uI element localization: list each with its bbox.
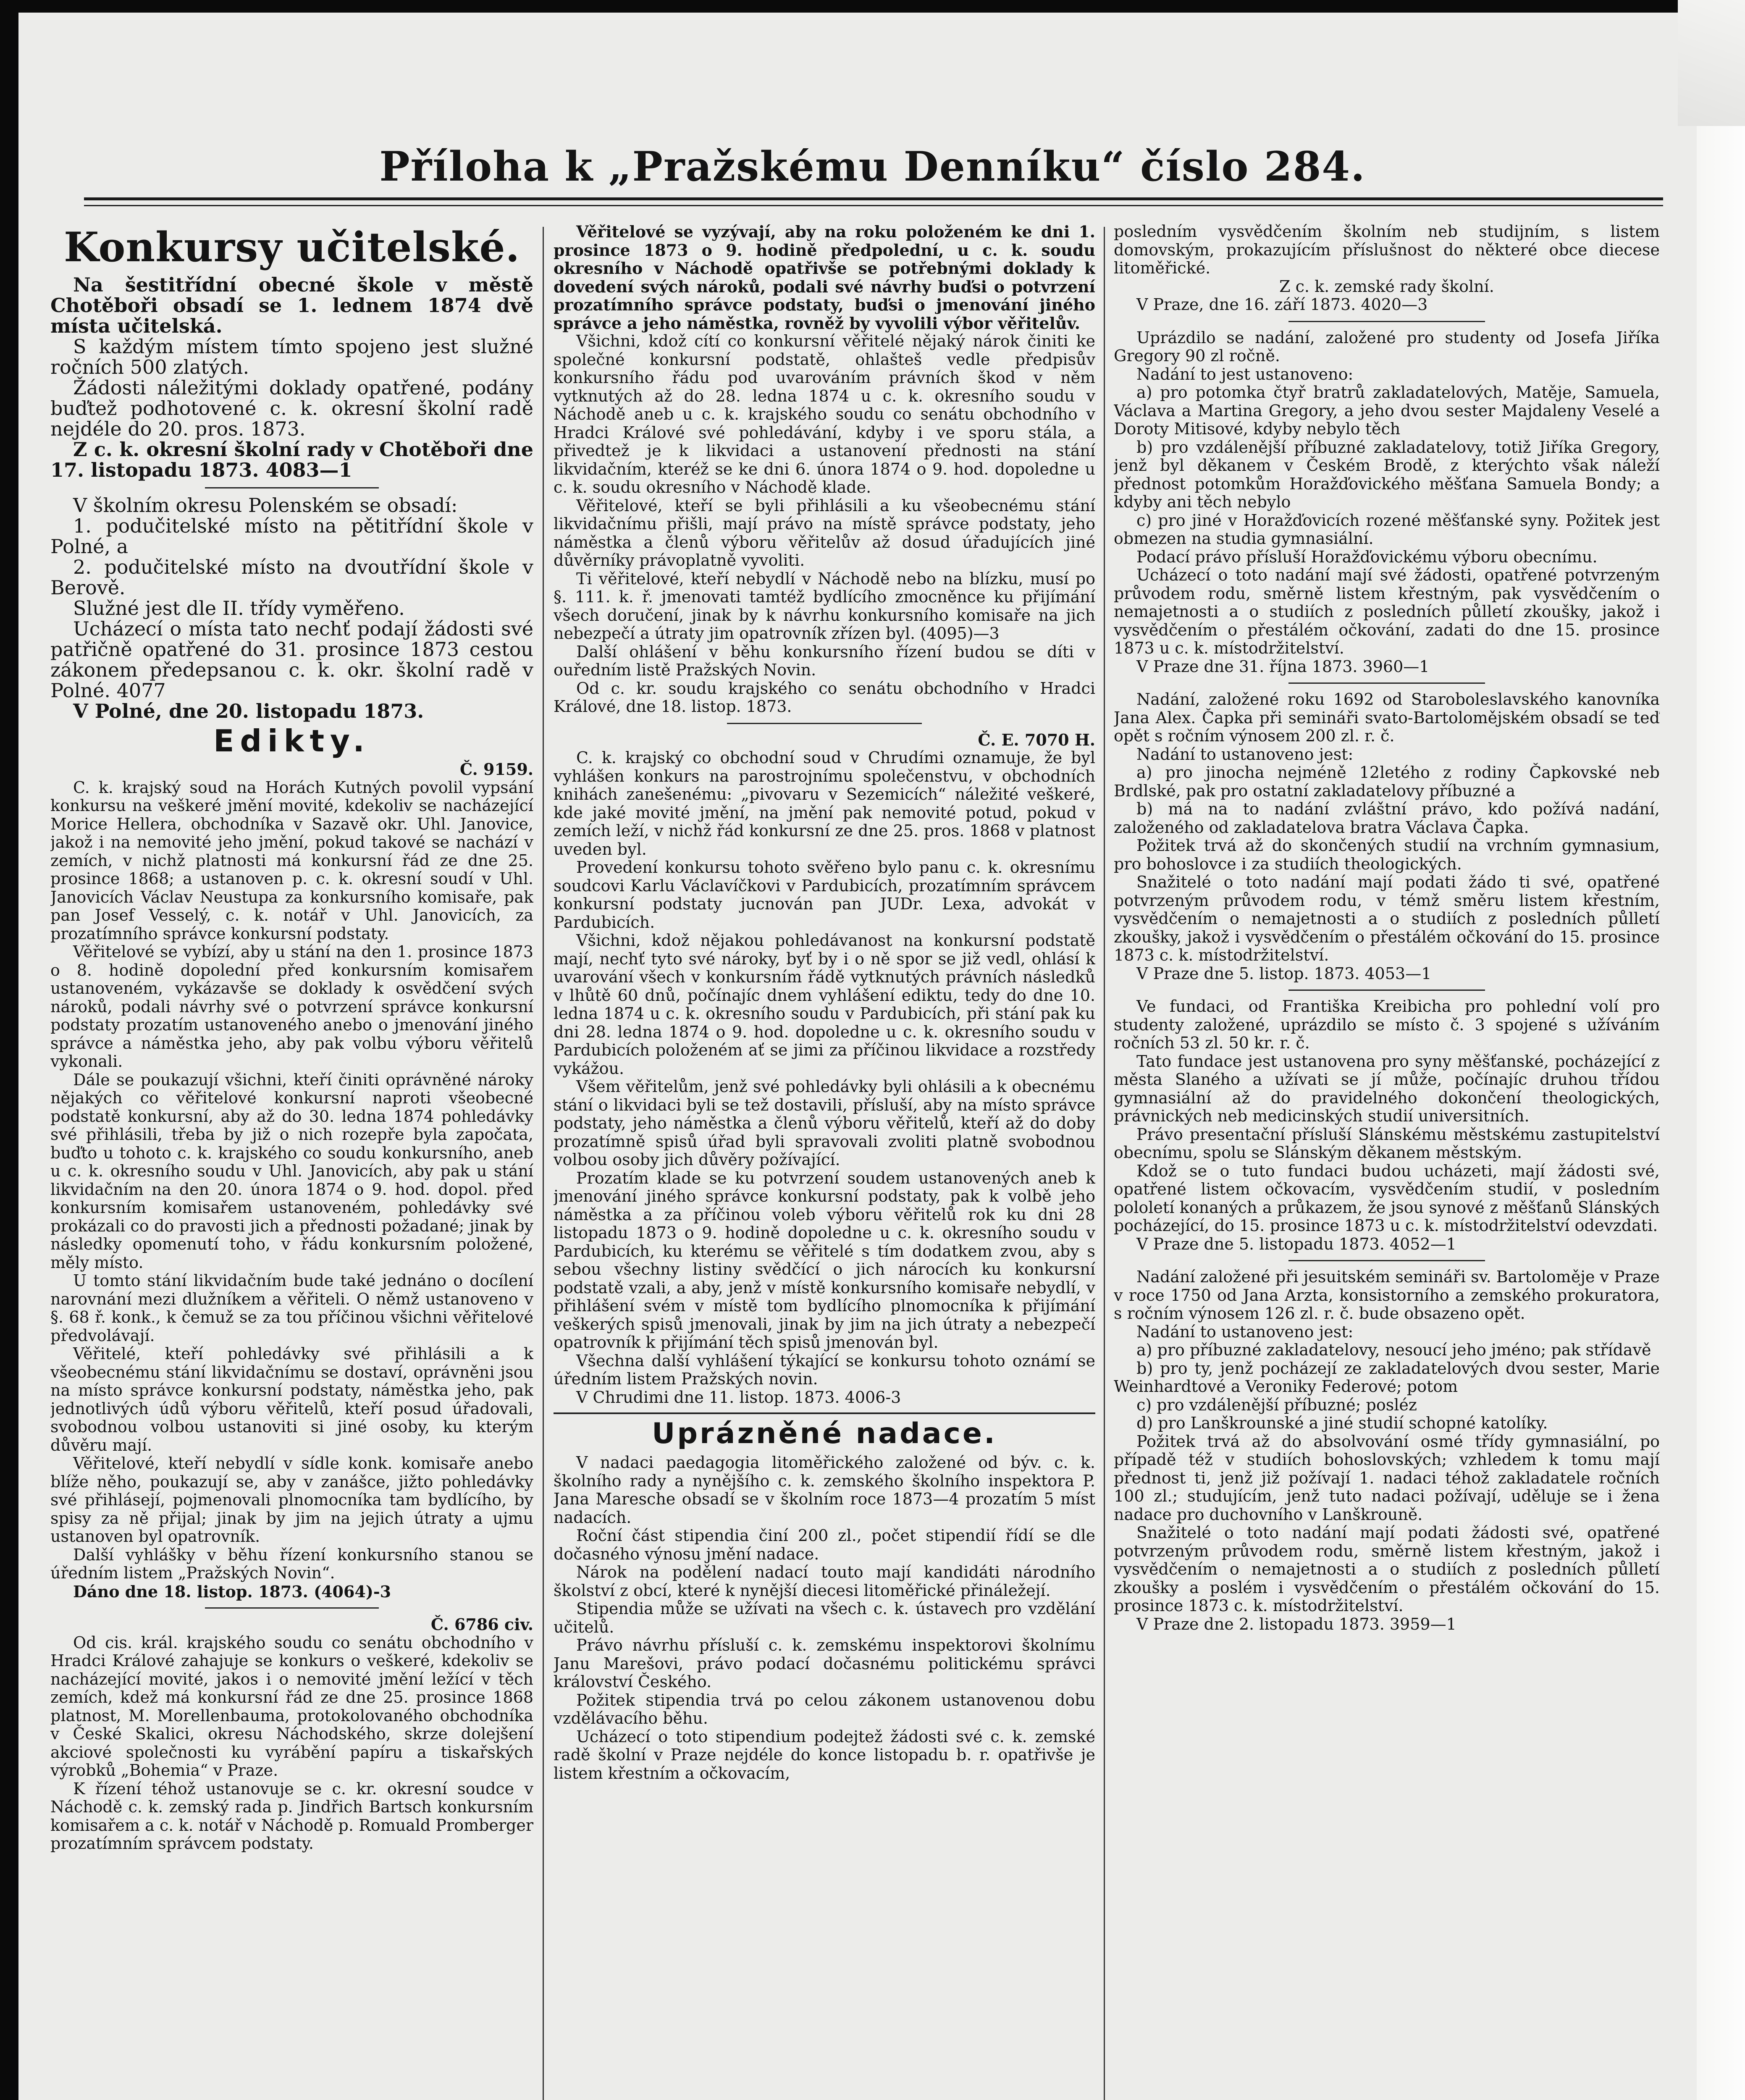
edict-heller: [50, 779, 533, 1601]
paragraph: V Praze, dne 16. září 1873. 4020—3: [1136, 295, 1428, 314]
nadace-kreibich: [1114, 998, 1660, 1253]
column-divider-right: [1104, 227, 1105, 2100]
paragraph: Věřitelové se vyzývají, aby na roku položeném ke dni 1. prosince 1873 o 9. hodině předpolední, u c. k. soudu okresního v Náchodě opatřivše se potřebnými doklady k dovedení svých nároků, podali své návrhy buďsi o potvrzení prozatímního správce podstaty, buďsi o jmenování jiného správce a jeho náměstka, rovněž by vyvolili výbor věřitelův.: [554, 223, 1095, 333]
paragraph: V Praze dne 2. listopadu 1873. 3959—1: [1136, 1614, 1456, 1633]
separator: [1288, 321, 1485, 322]
konkurs-polna: [50, 495, 533, 722]
header-rule-thick: [84, 197, 1663, 200]
separator: [1288, 682, 1485, 684]
paragraph: Snažitelé o toto nadání mají podati žádosti své, opatřené potvrzeným průvodem rodu, směrně listem křestným, jakož i vysvědčením o nemajetnosti a o studiích z posledních půlletí zkoušky a poslém i vysvědčením o přestálém očkování do 15. prosince 1873 c. k. místodržitelství.: [1114, 1523, 1660, 1615]
paragraph: Nadání to ustanoveno jest:: [1136, 1322, 1354, 1341]
paragraph: b) pro vzdálenější příbuzné zakladatelovy, totiž Jiříka Gregory, jenž byl děkanem v Českém Brodě, z kterýchto však náleží přednost potomkům Horažďovického měšťana Samuela Bondy; a kdyby ani těch nebylo: [1114, 438, 1660, 511]
page-corner-fold: [1678, 0, 1745, 126]
paragraph: 2. podučitelské místo na dvoutřídní škole v Berově.: [50, 556, 533, 599]
paragraph: Požitek stipendia trvá po celou zákonem ustanovenou dobu vzdělávacího běhu.: [554, 1690, 1095, 1727]
paragraph: Dáno dne 18. listop. 1873. (4064)-3: [73, 1582, 391, 1601]
paragraph: Další vyhlášky v běhu řízení konkursního stanou se úředním listem „Pražských Novin“.: [50, 1545, 533, 1582]
paragraph: V nadaci paedagogia litoměřického založené od býv. c. k. školního rady a nynějšího c. k. zemského školního inspektora P. Jana Maresche obsadí se v školním roce 1873—4 prozatím 5 míst nadacích.: [554, 1453, 1095, 1527]
paragraph: c) pro jiné v Horažďovicích rozené měšťanské syny. Požitek jest obmezen na studia gymnasiální.: [1114, 511, 1660, 548]
paragraph: V Praze dne 5. listop. 1873. 4053—1: [1136, 964, 1432, 983]
paragraph: C. k. krajský co obchodní soud v Chrudími oznamuje, že byl vyhlášen konkurs na parostrojnímu společenstvu, v obchodních knihách zanešenému: „pivovaru v Sezemicích“ náležité veškeré, kde jaké movité jmění, na jmění pak nemovité potud, pokud v zemích leží, v nichž řád konkursní ze dne 25. pros. 1868 v platnost uveden byl.: [554, 748, 1095, 858]
paragraph: Žádosti náležitými doklady opatřené, podány buďtež podhotovené c. k. okresní školní radě nejdéle do 20. pros. 1873.: [50, 376, 533, 440]
paragraph: a) pro potomka čtyř bratrů zakladatelových, Matěje, Samuela, Václava a Martina Gregory, a jeho dvou sester Majdaleny Veselé a Doroty Mitisové, kdyby nebylo těch: [1114, 383, 1660, 438]
paragraph: V Polné, dne 20. listopadu 1873.: [73, 700, 424, 722]
paragraph: Právo návrhu přísluší c. k. zemskému inspektorovi školnímu Janu Marešovi, právo podací dočasnému politickému správci království Českého.: [554, 1636, 1095, 1691]
supplement-title: Příloha k „Pražskému Denníku“ číslo 284.: [379, 143, 1366, 190]
paragraph: Všem věřitelům, jenž své pohledávky byli ohlásili a k obecnému stání o likvidaci byli se tež dostavili, přísluší, aby na místo správce podstaty, jeho náměstka a členů výboru věřitelů, kteří až do doby prozatímně spisů úřad byli spravovali zvoliti platně svobodnou volbou osoby jich důvěry požívající.: [554, 1077, 1095, 1169]
column-2: [554, 223, 1095, 2100]
paragraph: a) pro jinocha nejméně 12letého z rodiny Čapkovské neb Brdlské, pak pro ostatní zakladatelovy příbuzné a: [1114, 763, 1660, 800]
paragraph: Služné jest dle II. třídy vyměřeno.: [73, 597, 405, 620]
nadace-litomerice-continued: [1114, 223, 1660, 314]
column-3: [1114, 223, 1660, 2100]
separator: [1288, 990, 1485, 991]
paragraph: V Chrudimi dne 11. listop. 1873. 4006-3: [576, 1388, 901, 1407]
separator: [727, 723, 922, 724]
header-rule-thin: [84, 205, 1663, 206]
nadace-capek: [1114, 690, 1660, 983]
paragraph: Právo presentační přísluší Slánskému městskému zastupitelství obecnímu, spolu se Slánským děkanem městským.: [1114, 1125, 1660, 1162]
paragraph: Nadání založené při jesuitském semináři sv. Bartoloměje v Praze v roce 1750 od Jana Arzta, konsistorního a zemského prokuratora, s ročním výnosem 126 zl. r. č. bude obsazeno opět.: [1114, 1268, 1660, 1323]
paragraph: Od cis. král. krajského soudu co senátu obchodního v Hradci Králové zahajuje se konkurs o veškeré, kdekoliv se nacházející movité, jakos i o nemovité jmění ležící v těch zemích, kdež má konkursní řád ze dne 25. prosince 1868 platnost, M. Morellenbauma, protokolovaného obchodníka v České Skalici, okresu Náchodského, skrze dolejšení akciové společnosti ku vyrábění papíru a tiskařských výrobků „Bohemia“ v Praze.: [50, 1633, 533, 1780]
paragraph: Věřitelové, kteří se byli přihlásili a ku všeobecnému stání likvidačnímu přišli, mají právo na místě správce podstaty, jeho náměstka a členů výboru věřitelův až dosud úřadujících jiné důvěrníky právoplatně vyvoliti.: [554, 496, 1095, 570]
paragraph: Stipendia může se užívati na všech c. k. ústavech pro vzdělání učitelů.: [554, 1599, 1095, 1636]
konkursy-heading: Konkursy učitelské.: [64, 223, 520, 271]
paragraph: c) pro vzdálenější příbuzné; posléz: [1136, 1395, 1417, 1414]
paragraph: Nadání, založené roku 1692 od Staroboleslavského kanovníka Jana Alex. Čapka při semináři svato-Bartolomějském obsadí se teď opět s ročním výnosem 200 zl. r. č.: [1114, 690, 1660, 745]
paragraph: a) pro příbuzné zakladatelovy, nesoucí jeho jméno; pak střídavě: [1136, 1341, 1651, 1359]
paragraph: Od c. kr. soudu krajského co senátu obchodního v Hradci Králové, dne 18. listop. 1873.: [554, 679, 1095, 716]
paragraph: posledním vysvědčením školním neb studijním, s listem domovským, prokazujícím příslušnost do některé obce diecese litoměřické.: [1114, 223, 1660, 277]
paragraph: Všichni, kdož cítí co konkursní věřitelé nějaký nárok činiti ke společné konkursní podstatě, ohlašteš vedle předpisův konkursního řádu pod uvarováním právních škod v něm vytknutých až do 28. ledna 1874 u c. k. okresního soudu v Náchodě aneb u c. k. krajského soudu co senátu obchodního v Hradci Králové své pohledávání, kdyby i ve sporu stála, a přivedtež je k likvidaci a ustanovení přednosti na stání likvidačním, kteréž se ke dni 6. února 1874 o 9. hod. dopoledne u c. k. soudu okresního v Náchodě klade.: [554, 332, 1095, 496]
paragraph: Věřitelové, kteří nebydlí v sídle konk. komisaře anebo blíže něho, poukazují se, aby v zanášce, jižto pohledávky své přihlásejí, pojmenovali plnomocníka tam bydlícího, by spisy za ně přijal; jinak by jim na jejich útraty a ujmu ustanoven byl opatrovník.: [50, 1454, 533, 1546]
separator: [205, 1607, 379, 1609]
paragraph: Všechna další vyhlášení týkající se konkursu tohoto oznámí se úředním listem Pražských novin.: [554, 1351, 1095, 1388]
edict-number: Č. E. 7070 H.: [978, 730, 1095, 749]
paragraph: Všichni, kdož nějakou pohledávanost na konkursní podstatě mají, nechť tyto své nároky, byť by i o ně spor se již vedl, ohlásí k uvarování všech v konkursním řádě vytknutých právních následků v lhůtě 60 dnů, počínajíc dnem vyhlášení ediktu, tedy do dne 10. ledna 1874 u c. k. okresního soudu v Pardubicích, při stání pak ku dni 28. ledna 1874 o 9. hod. dopoledne u c. k. okresního soudu v Pardubicích položeném ať se jimi za příčinou likvidace a rozstředy vykážou.: [554, 931, 1095, 1078]
paragraph: Ucházecí o toto nadání mají své žádosti, opatřené potvrzeným průvodem rodu, směrně listem křestným, pak vysvědčením o nemajetnosti a o studiích z posledních půlletí zkoušky, jakož i vysvědčením o přestálém očkování, zadati do dne 15. prosince 1873 u c. k. místodržitelství.: [1114, 566, 1660, 657]
nadace-heading: Uprázněné nadace.: [554, 1412, 1095, 1450]
edict-number: Č. 6786 civ.: [430, 1615, 533, 1634]
paragraph: Požitek trvá až do absolvování osmé třídy gymnasiální, po případě též v studiích bohoslovských; vzhledem k tomu mají přednost ti, jenž již požívají 1. nadaci téhož zakladatele ročních 100 zl.; studujícím, jenž tuto nadaci požívají, uděluje se i žena nadace pro duchovního v Lanškrouně.: [1114, 1432, 1660, 1524]
paragraph: Z c. k. okresní školní rady v Chotěboři dne 17. listopadu 1873. 4083—1: [50, 438, 533, 481]
paragraph: V Praze dne 5. listopadu 1873. 4052—1: [1136, 1234, 1456, 1253]
paragraph: Z c. k. zemské rady školní.: [1279, 277, 1494, 296]
paragraph: Na šestitřídní obecné škole v městě Chotěboři obsadí se 1. lednem 1874 dvě místa učitelská.: [50, 273, 533, 337]
edict-sezemice: [554, 749, 1095, 1407]
paragraph: Uprázdilo se nadání, založené pro studenty od Josefa Jiříka Gregory 90 zl ročně.: [1114, 328, 1660, 365]
konkurs-chotebor: [50, 275, 533, 480]
nadace-gregory: [1114, 329, 1660, 676]
paragraph: Prozatím klade se ku potvrzení soudem ustanovených aneb k jmenování jiného správce konkursní podstaty, pak k volbě jeho náměstka a za příčinou voleb výboru věřitelů rok ku dni 28 listopadu 1873 o 9. hodině dopoledne u c. k. okresního soudu v Pardubicích, ku kterému se věřitelé s tím dodatkem zvou, aby s sebou všechny listiny svědčící o jich nárocích ku konkursní podstatě vzali, a aby, jenž v místě konkursního komisaře nebydlí, v přihlášení svém v místě tom bydlícího plnomocníka k přijímání veškerých spisů jmenovali, jinak by jim na jich útraty a nebezpečí opatrovník k přijímání těch spisů jmenován byl.: [554, 1168, 1095, 1352]
paragraph: Věřitelové se vybízí, aby u stání na den 1. prosince 1873 o 8. hodině dopolední před konkursním komisařem ustanoveném, vykázavše se doklady k osvědčení svých nároků, podali návrhy své o potvrzení správce konkursní podstaty prozatím ustanoveného anebo o jmenování jiného správce a náměstka jeho, aby pak volbu výboru věřitelů vykonali.: [50, 942, 533, 1071]
separator: [1288, 1260, 1485, 1261]
paragraph: Ti věřitelové, kteří nebydlí v Náchodě nebo na blízku, musí po §. 111. k. ř. jmenovati tamtéž bydlícího zmocněnce ku přijímání všech doručení, jinak by k návrhu konkursního komisaře na jich nebezpečí a útraty jim opatrovník zřízen byl. (4095)—3: [554, 569, 1095, 643]
paragraph: Snažitelé o toto nadání mají podati žádo ti své, opatřené potvrzeným průvodem rodu, v témž směru listem křestním, vysvědčením o nemajetnosti a o studiích z posledních půlletí zkoušky, jakož i vysvědčením o přestálém očkování do 15. prosince 1873 c. k. místodržitelství.: [1114, 873, 1660, 964]
paragraph: Ve fundaci, od Františka Kreibicha pro pohlední volí pro studenty založené, uprázdilo se místo č. 3 spojené s užíváním ročních 53 zl. 50 kr. r. č.: [1114, 997, 1660, 1052]
paragraph: Ucházecí o toto stipendium podejtež žádosti své c. k. zemské radě školní v Praze nejdéle do konce listopadu b. r. opatřivše je listem křestním a očkovacím,: [554, 1727, 1095, 1782]
separator: [205, 487, 379, 488]
paragraph: Další ohlášení v běhu konkursního řízení budou se díti v ouředním listě Pražských Novin.: [554, 642, 1095, 679]
paragraph: 1. podučitelské místo na pětitřídní škole v Polné, a: [50, 514, 533, 558]
paragraph: U tomto stání likvidačním bude také jednáno o docílení narovnání mezi dlužníkem a věřiteli. O němž ustanoveno v §. 68 ř. konk., k čemuž se za tou příčinou všichni věřitelové předvolávají.: [50, 1271, 533, 1345]
paragraph: V Praze dne 31. října 1873. 3960—1: [1136, 657, 1430, 676]
paragraph: Věřitelé, kteří pohledávky své přihlásili a k všeobecnému stání likvidačnímu se dostaví, oprávněni jsou na místo správce konkursní podstaty, náměstka jeho, pak jednotlivých údů výboru věřitelů, kteří posud úřadovali, svobodnou volbou ustanoviti si jiné osoby, ku kterým důvěru mají.: [50, 1344, 533, 1454]
nadace-arzt: [1114, 1268, 1660, 1633]
paragraph: b) pro ty, jenž pocházejí ze zakladatelových dvou sester, Marie Weinhardtové a Veroniky Federové; potom: [1114, 1359, 1660, 1396]
paragraph: b) má na to nadání zvláštní právo, kdo požívá nadání, založeného od zakladatelova bratra Václava Čapka.: [1114, 800, 1660, 837]
scan-border-top: [0, 0, 1745, 13]
paragraph: Tato fundace jest ustanovena pro syny měšťanské, pocházející z města Slaného a užívati se jí může, počínajíc druhou třídou gymnasiální až do pravidelného dokončení theologických, právnických neb medicinských studií universitních.: [1114, 1052, 1660, 1125]
paragraph: Ucházecí o místa tato nechť podají žádosti své patřičně opatřené do 31. prosince 1873 cestou zákonem předepsanou c. k. okr. školní radě v Polné. 4077: [50, 617, 533, 702]
paragraph: Roční část stipendia činí 200 zl., počet stipendií řídí se dle dočasného výnosu jmění nadace.: [554, 1526, 1095, 1563]
paragraph: Nárok na podělení nadací touto mají kandidáti národního školství z obcí, které k nynější diecesi litoměřické přináležejí.: [554, 1563, 1095, 1600]
paragraph: V školním okresu Polenském se obsadí:: [73, 494, 458, 517]
paragraph: Požitek trvá až do skončených studií na vrchním gymnasium, pro bohoslovce i za studiích theologických.: [1114, 836, 1660, 873]
column-1: [50, 223, 533, 2100]
paragraph: S každým místem tímto spojeno jest služné ročních 500 zlatých.: [50, 335, 533, 378]
paragraph: Dále se poukazují všichni, kteří činiti oprávněné nároky nějakých co věřitelové konkursní naproti všeobecné podstatě konkursní, aby až do 30. ledna 1874 pohledávky své přihlásili, třeba by již o nich rozepře byla započata, buďto u tohoto c. k. krajského co soudu konkursního, aneb u c. k. okresního soudu v Uhl. Janovicích, aby pak u stání likvidačním na den 20. února 1874 o 9. hod. dopol. před konkursním komisařem ustanoveném, pohledávky své prokázali co do pravosti jich a přednosti požadané; jinak by následky opomenutí toho, v řádu konkursním položené, měly místo.: [50, 1070, 533, 1272]
paragraph: C. k. krajský soud na Horách Kutných povolil vypsání konkursu na veškeré jmění movité, kdekoliv se nacházející Morice Hellera, obchodníka v Sazavě okr. Uhl. Janovice, jakož i na nemovité jeho jmění, pokud takové se nachází v zemích, v nichž platnosti má konkursní řád ze dne 25. prosince 1868; a ustanoven p. c. k. okresní soudí v Uhl. Janovicích Václav Neustupa za konkursního komisaře, pak pan Josef Vesselý, c. k. notář v Uhl. Janovicích, za prozatímního správce konkursní podstaty.: [50, 778, 533, 943]
edict-morellenbaum-continued: [554, 223, 1095, 716]
edict-number: Č. 9159.: [459, 760, 533, 779]
edict-morellenbaum: [50, 1634, 533, 1853]
paragraph: Nadání to jest ustanoveno:: [1136, 365, 1354, 383]
paragraph: Provedení konkursu tohoto svěřeno bylo panu c. k. okresnímu soudcovi Karlu Václavíčkovi v Pardubicích, prozatímním správcem konkursní podstaty jucnován pan JUDr. Lexa, advokát v Pardubicích.: [554, 858, 1095, 932]
paragraph: Podací právo přísluší Horažďovickému výboru obecnímu.: [1136, 547, 1598, 566]
column-divider-left: [543, 227, 544, 2100]
scan-border-left: [0, 0, 18, 2100]
paragraph: Nadání to ustanoveno jest:: [1136, 745, 1354, 764]
paragraph: d) pro Lanškrounské a jiné studií schopné katolíky.: [1136, 1414, 1548, 1432]
edikty-heading: Edikty.: [213, 723, 370, 759]
page-margin-right: [1697, 0, 1745, 2100]
nadace-litomerice: [554, 1454, 1095, 1782]
paragraph: Kdož se o tuto fundaci budou ucházeti, mají žádosti své, opatřené listem očkovacím, vysvědčením studií, v posledním pololetí konaných a průkazem, že jsou synové z měšťanů Slánských pocházející, do 15. prosince 1873 u c. k. místodržitelství odevzdati.: [1114, 1161, 1660, 1235]
paragraph: K řízení téhož ustanovuje se c. kr. okresní soudce v Náchodě c. k. zemský rada p. Jindřich Bartsch konkursním komisařem a c. k. notář v Náchodě p. Romuald Promberger prozatímním správcem podstaty.: [50, 1779, 533, 1853]
